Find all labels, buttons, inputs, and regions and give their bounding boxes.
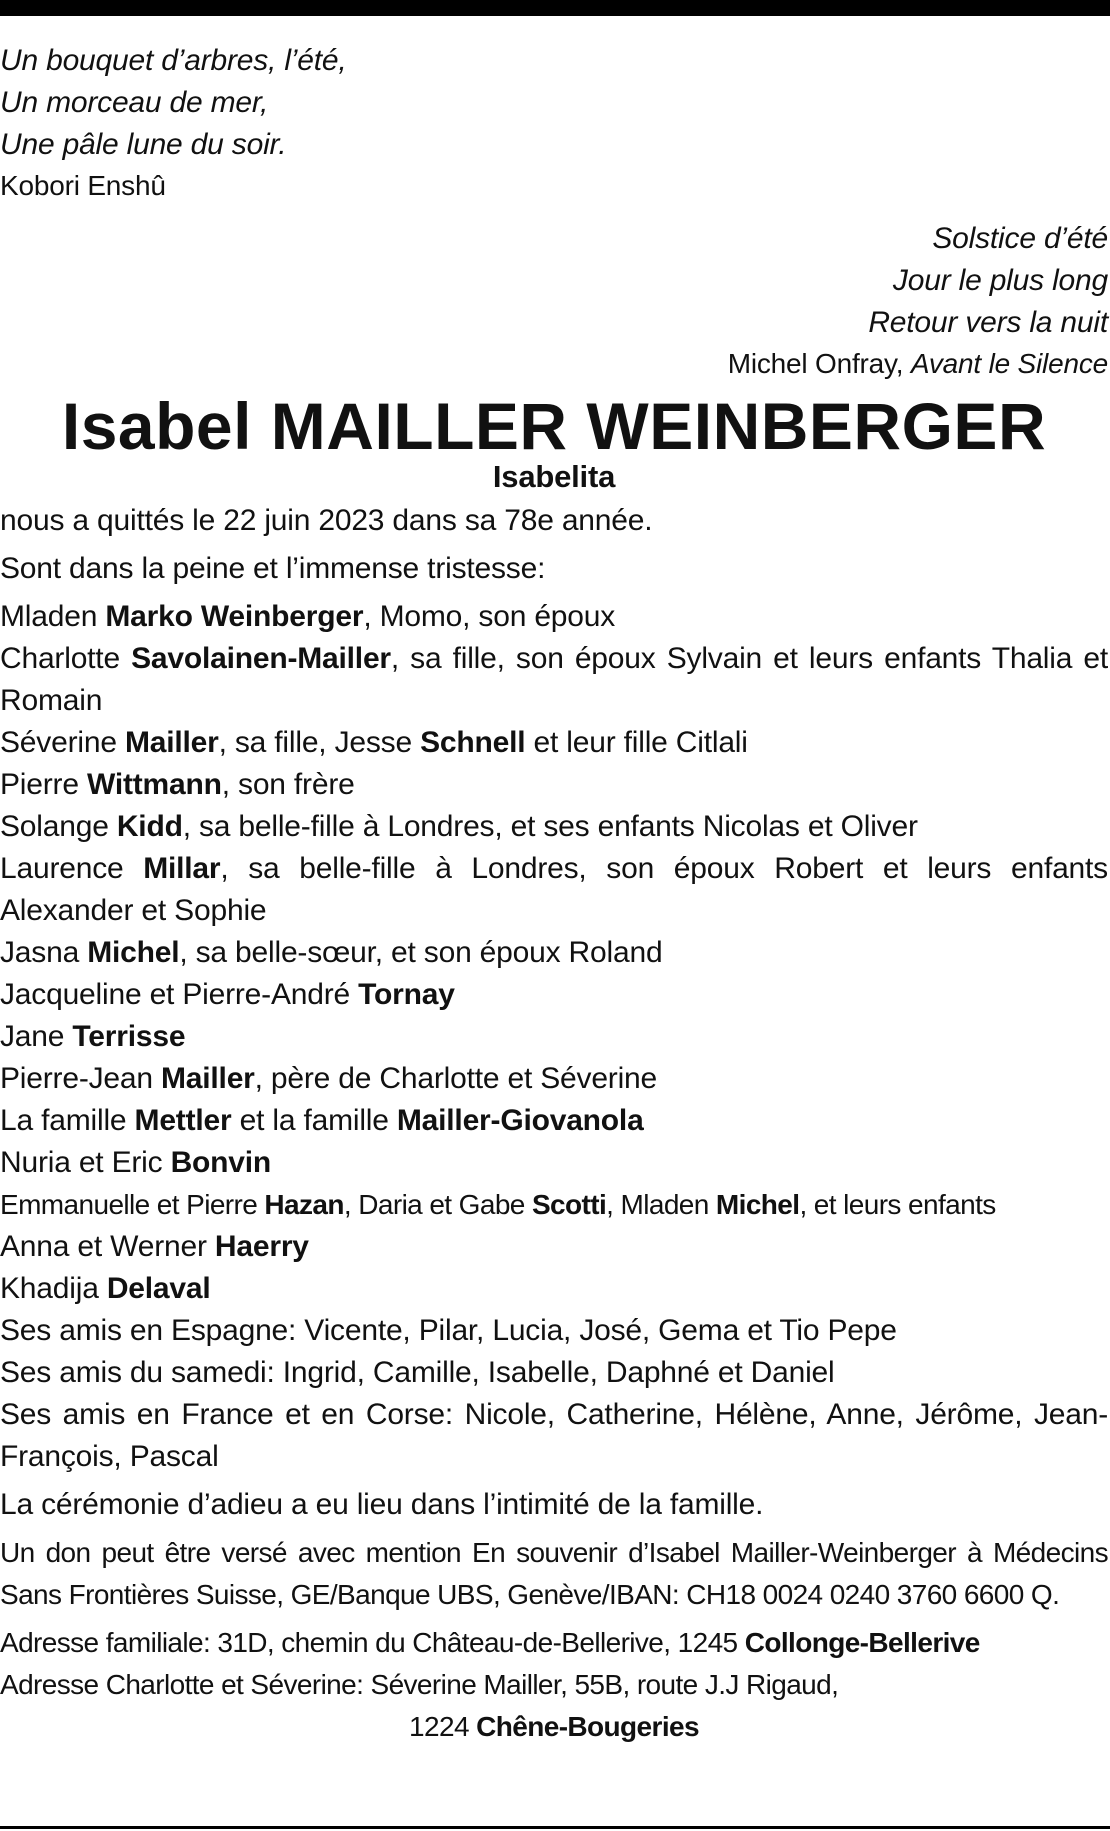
charlotte-severine-address: Adresse Charlotte et Séverine: Séverine Mailler, 55B, route J.J Rigaud, xyxy=(0,1669,839,1700)
poem-author xyxy=(0,344,1108,384)
poem-line: Une pâle lune du soir. xyxy=(0,128,287,161)
poem-line: Retour vers la nuit xyxy=(868,306,1108,339)
mourner-line: Mladen Marko Weinberger, Momo, son époux xyxy=(0,600,616,633)
mourner-line: Laurence Millar, sa belle-fille à Londres, son époux Robert et leurs enfants Alexander et Sophie xyxy=(0,852,1108,927)
deceased-name: Isabel MAILLER WEINBERGER xyxy=(61,389,1047,463)
mourner-line: Nuria et Eric Bonvin xyxy=(0,1146,272,1179)
mourner-line: Séverine Mailler, sa fille, Jesse Schnell et leur fille Citlali xyxy=(0,726,748,759)
deceased-nickname: Isabelita xyxy=(492,459,616,494)
mourner-line: Charlotte Savolainen-Mailler, sa fille, son époux Sylvain et leurs enfants Thalia et Romain xyxy=(0,642,1108,717)
mourners-intro: Sont dans la peine et l’immense tristesse: xyxy=(0,552,546,585)
poem-author: Kobori Enshû xyxy=(0,170,166,201)
mourner-line: Jasna Michel, sa belle-sœur, et son époux Roland xyxy=(0,936,663,969)
author-name: Michel Onfray, xyxy=(727,348,911,379)
top-rule xyxy=(0,0,1110,16)
mourner-line: Ses amis du samedi: Ingrid, Camille, Isabelle, Daphné et Daniel xyxy=(0,1356,835,1389)
work-title: Avant le Silence xyxy=(910,348,1108,379)
mourner-line: Pierre-Jean Mailler, père de Charlotte et Séverine xyxy=(0,1062,658,1095)
charlotte-severine-address-city: 1224 Chêne-Bougeries xyxy=(409,1711,699,1742)
poem-line: Un morceau de mer, xyxy=(0,86,269,119)
mourners-list xyxy=(0,596,1108,1478)
poem-onfray xyxy=(0,218,1108,384)
poem-line: Solstice d’été xyxy=(932,222,1108,255)
mourner-line: Jacqueline et Pierre-André Tornay xyxy=(0,978,455,1011)
poem-kobori xyxy=(0,40,1108,206)
addresses xyxy=(0,1622,1108,1748)
announcement: nous a quittés le 22 juin 2023 dans sa 78e année. xyxy=(0,504,653,537)
mourner-line: Solange Kidd, sa belle-fille à Londres, et ses enfants Nicolas et Oliver xyxy=(0,810,918,843)
mourner-line: Emmanuelle et Pierre Hazan, Daria et Gabe Scotti, Mladen Michel, et leurs enfants xyxy=(0,1189,996,1220)
obituary xyxy=(0,40,1108,1748)
ceremony-notice: La cérémonie d’adieu a eu lieu dans l’intimité de la famille. xyxy=(0,1488,764,1521)
family-address: Adresse familiale: 31D, chemin du Château-de-Bellerive, 1245 Collonge-Bellerive xyxy=(0,1627,980,1658)
mourner-line: Pierre Wittmann, son frère xyxy=(0,768,355,801)
poem-line: Jour le plus long xyxy=(892,264,1108,297)
mourner-line: La famille Mettler et la famille Mailler-Giovanola xyxy=(0,1104,644,1137)
mourner-line: Ses amis en France et en Corse: Nicole, Catherine, Hélène, Anne, Jérôme, Jean-François, Pascal xyxy=(0,1398,1108,1473)
mourner-line: Ses amis en Espagne: Vicente, Pilar, Lucia, José, Gema et Tio Pepe xyxy=(0,1314,897,1347)
mourner-line: Anna et Werner Haerry xyxy=(0,1230,309,1263)
poem-line: Un bouquet d’arbres, l’été, xyxy=(0,44,347,77)
mourner-line: Jane Terrisse xyxy=(0,1020,186,1053)
bottom-rule xyxy=(0,1826,1110,1829)
mourner-line: Khadija Delaval xyxy=(0,1272,211,1305)
donation-notice: Un don peut être versé avec mention En souvenir d’Isabel Mailler-Weinberger à Médecins Sans Frontières Suisse, GE/Banque UBS, Genève/IBAN: CH18 0024 0240 3760 6600 Q. xyxy=(0,1537,1108,1610)
